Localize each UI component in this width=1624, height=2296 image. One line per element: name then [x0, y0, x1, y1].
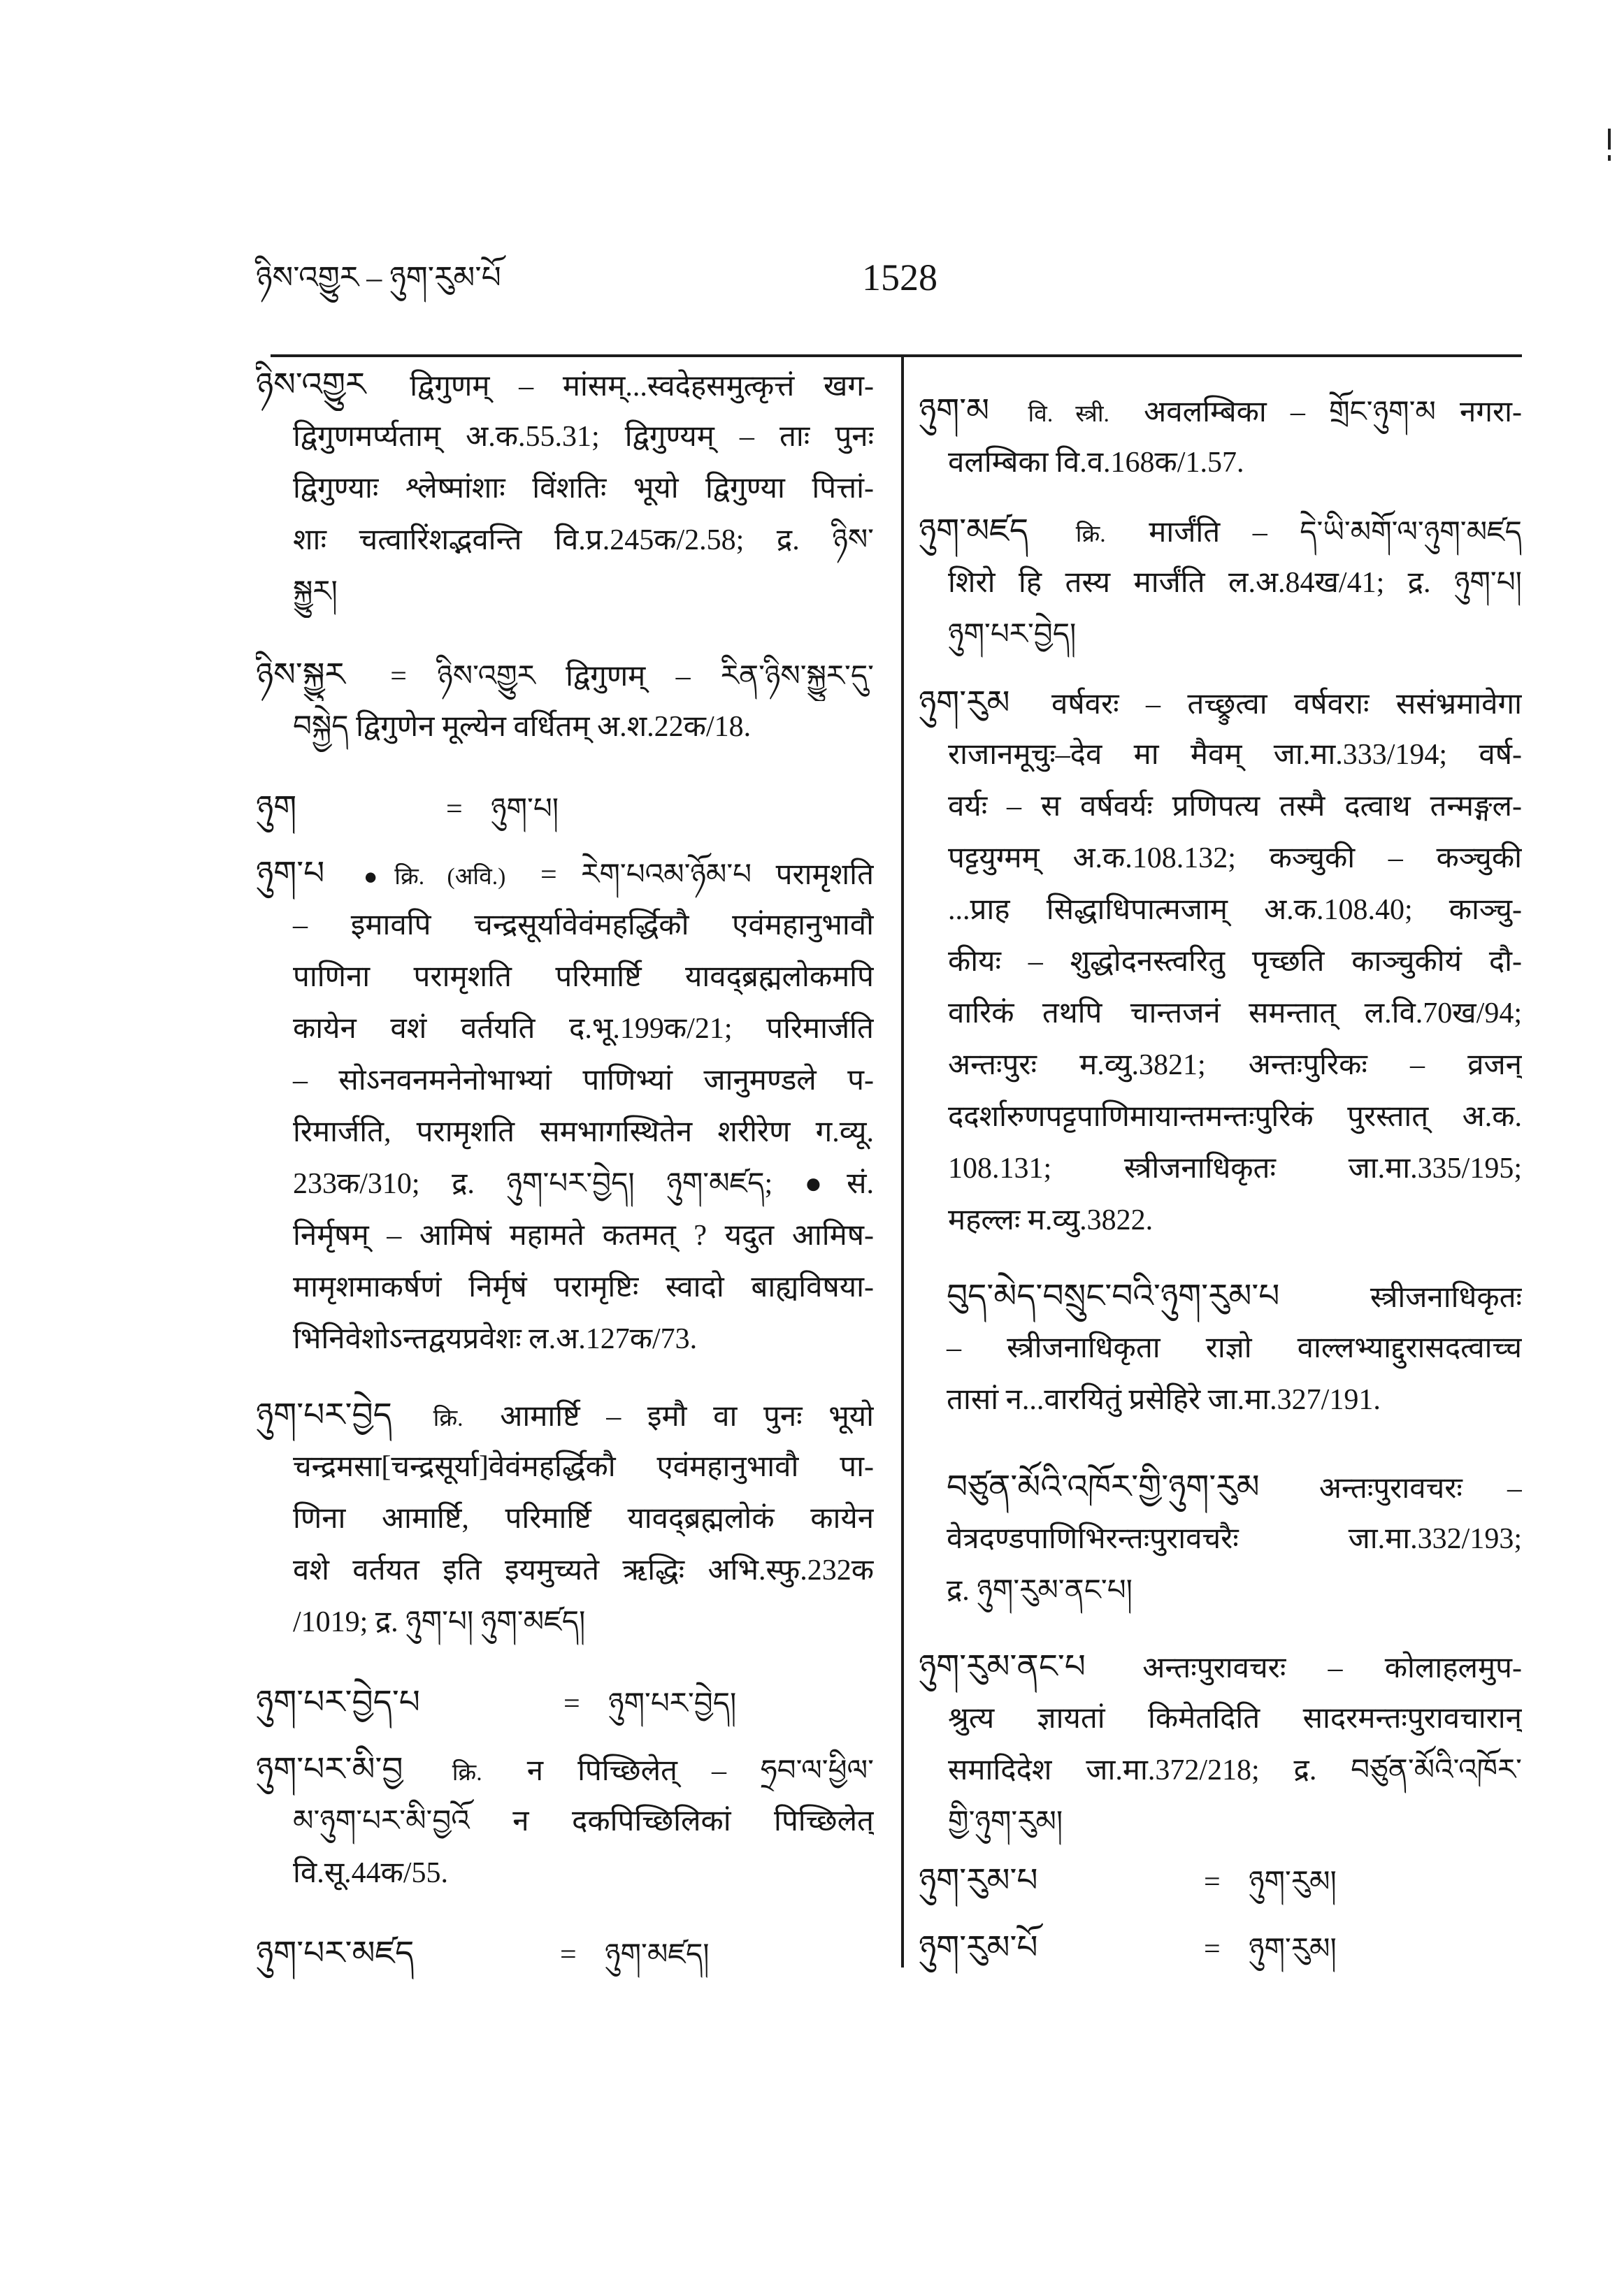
dictionary-entry — [256, 1744, 874, 1899]
entry-line — [256, 359, 874, 411]
entry-line — [919, 1039, 1522, 1091]
entry-line — [256, 514, 874, 566]
entry-text: སྐྱུར། — [293, 576, 338, 608]
entry-text: = རེག་པའམ་ཉོམ་པ परामृशति — [540, 859, 874, 891]
cross-reference: ཉུག་རུམ། — [1249, 1866, 1337, 1898]
entry-text: 233क/310; द्र. ཉུག་པར་བྱེད། ཉུག་མཛད; ●सं. — [293, 1168, 874, 1200]
entry-text: चन्द्रमसा[चन्द्रसूर्या]वेवंमहर्द्धिकौ एवंमहानुभावौ पा- — [293, 1451, 874, 1483]
entry-text: वशे वर्तयत इति इयमुच्यते ऋद्धिः अभि.स्फु.232क — [293, 1554, 874, 1587]
dictionary-entry — [256, 649, 874, 753]
entry-line — [256, 1796, 874, 1847]
entry-line — [256, 1003, 874, 1055]
entry-line — [919, 884, 1522, 936]
dictionary-entry — [919, 1641, 1522, 1848]
entry-line — [919, 677, 1522, 729]
entry-text: ...प्राह सिद्धाधिपात्मजाम् अ.क.108.40; काञ्चु- — [948, 894, 1522, 926]
entry-line — [256, 1158, 874, 1210]
cross-reference: ཉུག་པ། — [491, 793, 559, 825]
entry-line — [919, 1271, 1522, 1322]
headword: ཉུག — [256, 790, 297, 826]
entry-text: वर्षवरः – तच्छ्रुत्वा वर्षवराः ससंभ्रमावेगा — [1051, 688, 1522, 721]
entry-text: मामृशमाकर्षणं निर्मृषं परामृष्टिः स्वादो बाह्यविषया- — [293, 1271, 874, 1304]
equals-sign: = — [446, 793, 463, 825]
dictionary-entry — [256, 782, 874, 834]
grammar-tag: ●क्रि. (अवि.) — [363, 864, 506, 890]
equals-sign: = — [1204, 1866, 1221, 1898]
headword: ཉུག་པར་མཛད — [256, 1935, 415, 1972]
entry-text: द्विगुण्याः श्लेष्मांशाः विंशतिः भूयो द्विगुण्या पित्तां- — [293, 472, 874, 505]
entry-line — [256, 1744, 874, 1796]
entry-line — [256, 1389, 874, 1441]
dictionary-entry — [919, 1271, 1522, 1426]
entry-text: वलम्बिका वि.व.168क/1.57. — [948, 447, 1244, 479]
headword: ཉུག་རུམ — [919, 685, 1010, 721]
entry-line — [256, 1313, 874, 1365]
entry-line — [256, 1847, 874, 1899]
entry-line — [919, 1745, 1522, 1796]
entry-line — [919, 1641, 1522, 1693]
entry-text: न पिच्छिलेत् – ཧྲབ་ལ་ཕྱིལ་ — [526, 1755, 874, 1787]
entry-line — [919, 1565, 1522, 1617]
headword: ཉུག་པར་བྱེད — [256, 1397, 392, 1434]
headword: བཙུན་མོའི་འཁོར་གྱི་ཉུག་རུམ — [947, 1469, 1260, 1506]
entry-text: 108.131; स्त्रीजनाधिकृतः जा.मा.335/195; — [948, 1153, 1522, 1185]
headword: ཉིས་འགྱུར — [256, 367, 366, 403]
entry-line — [256, 1928, 874, 1979]
entry-line — [256, 1677, 874, 1728]
scan-artifact — [1608, 155, 1611, 161]
grammar-tag: क्रि. — [1075, 521, 1106, 547]
entry-line — [256, 1106, 874, 1158]
entry-text: शिरो हि तस्य मार्जंति ल.अ.84ख/41; द्र. ཉུག་པ། — [948, 567, 1522, 599]
entry-text: कायेन वशं वर्तयति द.भू.199क/21; परिमार्जति — [293, 1013, 874, 1045]
entry-text: आमार्ष्टि – इमौ वा पुनः भूयो — [500, 1401, 874, 1433]
dictionary-entry — [256, 1677, 874, 1728]
entry-line — [919, 1322, 1522, 1374]
headword: ཉིས་སྐྱུར — [256, 657, 345, 693]
entry-text: निर्मृषम् – आमिषं महामते कतमत् ? यदुत आमिष- — [293, 1220, 874, 1252]
entry-text: शाः चत्वारिंशद्भवन्ति वि.प्र.245क/2.58; द्र. ཉིས་ — [293, 524, 874, 556]
entry-line — [919, 988, 1522, 1039]
column-divider — [901, 356, 904, 1968]
entry-line — [919, 936, 1522, 988]
entry-line — [256, 1210, 874, 1262]
entry-line — [256, 1545, 874, 1596]
entry-text: ཉུག་པར་བྱེད། — [948, 619, 1077, 651]
dictionary-entry — [919, 1922, 1522, 1974]
entry-line — [919, 1374, 1522, 1426]
entry-line — [919, 1143, 1522, 1194]
entry-text: वारिकं तथपि चान्तजनं समन्तात् ल.वि.70ख/94; — [948, 997, 1522, 1030]
equals-sign: = — [560, 1939, 577, 1971]
headword: ཉུག་པར་མི་བྱ — [256, 1752, 403, 1788]
entry-line — [919, 832, 1522, 884]
entry-line — [919, 609, 1522, 660]
entry-line — [256, 1262, 874, 1313]
grammar-tag: क्रि. — [433, 1406, 464, 1431]
entry-text: ददर्शारुणपट्टपाणिमायान्तमन्तःपुरिकं पुरस्तात् अ.क. — [948, 1101, 1522, 1133]
entry-text: वर्यः – स वर्षवर्यः प्रणिपत्य तस्मै दत्वाथ तन्मङ्गल- — [948, 790, 1522, 823]
entry-line — [256, 411, 874, 463]
entry-line — [919, 1091, 1522, 1143]
headword: ཉུག་པར་བྱེད་པ — [256, 1684, 420, 1721]
entry-line — [919, 729, 1522, 781]
entry-text: द्विगुणम् – मांसम्...स्वदेहसमुत्कृत्तं खग- — [410, 370, 874, 403]
entry-text: पाणिना परामृशति परिमार्ष्टि यावद्ब्रह्मलोकमपि — [293, 961, 874, 993]
entry-text: अन्तःपुरः म.व्यु.3821; अन्तःपुरिकः – व्रजन् — [948, 1049, 1522, 1081]
entry-text: वेत्रदण्डपाणिभिरन्तःपुरावचरैः जा.मा.332/193; — [947, 1523, 1522, 1555]
entry-line — [919, 781, 1522, 832]
entry-line — [256, 649, 874, 701]
entry-line — [919, 557, 1522, 609]
dictionary-entry — [256, 1389, 874, 1648]
entry-text: कीयः – शुद्धोदनस्त्वरितु पृच्छति काञ्चुकीयं दौ- — [948, 946, 1522, 978]
entry-line — [919, 1922, 1522, 1974]
grammar-tag: वि. स्त्री. — [1028, 401, 1109, 427]
entry-text: मार्जंति – དེ་ཡི་མགོ་ལ་ཉུག་མཛད — [1149, 517, 1522, 549]
left-column — [256, 359, 874, 1979]
entry-line — [256, 1493, 874, 1545]
page-number: 1528 — [862, 257, 937, 298]
headword: ཉུག་རུམ་ནང་པ — [919, 1649, 1086, 1685]
entry-line — [919, 437, 1522, 489]
headword: ཉུག་མ — [919, 393, 990, 429]
entry-line — [256, 1441, 874, 1493]
entry-text: – इमावपि चन्द्रसूर्यावेवंमहर्द्धिकौ एवंमहानुभावौ — [293, 909, 874, 941]
entry-line — [919, 1194, 1522, 1246]
entry-text: पट्टयुग्मम् अ.क.108.132; कञ्चुकी – कञ्चुकी — [948, 842, 1522, 874]
headword: ཉུག་པ — [256, 855, 325, 892]
entry-line — [256, 1596, 874, 1648]
header-rule — [271, 354, 1522, 357]
running-title: ཉིས་འགྱུར – ཉུག་རུམ་པོ — [256, 261, 501, 295]
entry-text: वि.सू.44क/55. — [293, 1857, 449, 1889]
right-column — [919, 385, 1522, 1974]
entry-text: བསྐྱེད द्विगुणेन मूल्येन वर्धितम् अ.श.22क/18. — [293, 711, 752, 743]
entry-line — [256, 900, 874, 951]
cross-reference: ཉུག་པར་བྱེད། — [608, 1688, 737, 1720]
cross-reference: ཉུག་རུམ། — [1249, 1933, 1337, 1965]
dictionary-entry — [919, 1855, 1522, 1907]
entry-line — [919, 1855, 1522, 1907]
entry-line — [256, 463, 874, 514]
entry-text: द्र. ཉུག་རུམ་ནང་པ། — [947, 1575, 1133, 1607]
headword: ཉུག་རུམ་པ — [919, 1863, 1038, 1899]
entry-line — [256, 566, 874, 618]
entry-text: णिना आमार्ष्टि, परिमार्ष्टि यावद्ब्रह्मलोकं कायेन — [293, 1503, 874, 1535]
dictionary-entry — [919, 1461, 1522, 1617]
entry-text: समादिदेश जा.मा.372/218; द्र. བཙུན་མོའི་འཁོར་ — [948, 1754, 1522, 1786]
entry-text: स्त्रीजनाधिकृतः — [1370, 1282, 1522, 1314]
entry-line — [256, 848, 874, 900]
dictionary-entry — [256, 1928, 874, 1979]
entry-text: द्विगुणमर्प्यताम् अ.क.55.31; द्विगुण्यम् – ताः पुनः — [293, 421, 874, 453]
entry-line — [256, 701, 874, 753]
entry-text: श्रुत्य ज्ञायतां किमेतदिति सादरमन्तःपुरावचारान् — [948, 1703, 1522, 1735]
entry-line — [256, 782, 874, 834]
cross-reference: ཉུག་མཛད། — [605, 1939, 710, 1971]
entry-line — [919, 1693, 1522, 1745]
entry-text: भिनिवेशोऽन्तद्वयप्रवेशः ल.अ.127क/73. — [293, 1323, 698, 1355]
equals-sign: = — [563, 1688, 580, 1720]
entry-line — [919, 385, 1522, 437]
entry-text: रिमार्जति, परामृशति समभागस्थितेन शरीरेण ग.व्यू. — [293, 1116, 874, 1148]
entry-text: – स्त्रीजनाधिकृता राज्ञो वाल्लभ्याद्दुरासदत्वाच्च — [947, 1332, 1522, 1364]
entry-line — [919, 505, 1522, 557]
dictionary-entry — [256, 359, 874, 618]
entry-text: अवलम्बिका – གྲོང་ཉུག་མ नगरा- — [1144, 396, 1522, 428]
entry-line — [919, 1796, 1522, 1848]
entry-text: राजानमूचुः–देव मा मैवम् जा.मा.333/194; वर्ष- — [948, 739, 1522, 771]
entry-text: /1019; द्र. ཉུག་པ། ཉུག་མཛད། — [293, 1606, 586, 1638]
grammar-tag: क्रि. — [452, 1760, 482, 1786]
headword: ཉུག་རུམ་པོ — [919, 1930, 1038, 1966]
entry-line — [919, 1513, 1522, 1565]
entry-line — [256, 951, 874, 1003]
headword: ཉུག་མཛད — [919, 513, 1029, 549]
entry-text: अन्तःपुरावचरः – — [1318, 1473, 1522, 1505]
dictionary-entry — [919, 385, 1522, 489]
entry-text: तासां न...वारयितुं प्रसेहिरे जा.मा.327/191. — [947, 1384, 1381, 1416]
dictionary-entry — [919, 505, 1522, 660]
entry-text: མ་ཉུག་པར་མི་བྱའོ न दकपिच्छिलिकां पिच्छिलेत् — [293, 1805, 874, 1837]
entry-text: – सोऽनवनमनेनोभाभ्यां पाणिभ्यां जानुमण्डले प- — [293, 1064, 874, 1097]
equals-sign: = — [1204, 1933, 1221, 1965]
entry-text: གྱི་ཉུག་རུམ། — [948, 1806, 1063, 1838]
entry-text: = ཉིས་འགྱུར द्विगुणम् – རིན་ཉིས་སྐྱུར་དུ་ — [390, 660, 874, 693]
entry-text: अन्तःपुरावचरः – कोलाहलमुप- — [1142, 1652, 1522, 1684]
entry-line — [256, 1055, 874, 1106]
entry-text: महल्लः म.व्यु.3822. — [948, 1204, 1154, 1236]
entry-line — [919, 1461, 1522, 1513]
headword: བུད་མེད་བསྲུང་བའི་ཉུག་རུམ་པ — [947, 1278, 1280, 1315]
scan-artifact — [1608, 129, 1611, 150]
dictionary-entry — [919, 677, 1522, 1246]
dictionary-entry — [256, 848, 874, 1365]
